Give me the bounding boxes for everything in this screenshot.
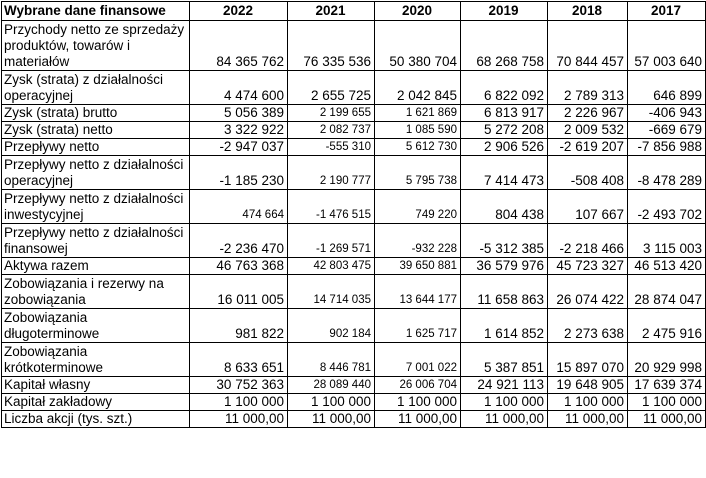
table-cell: -2 947 037 (190, 139, 288, 156)
table-row (2, 309, 706, 343)
row-label: Zobowiązania długoterminowe (2, 309, 190, 343)
table-cell: 2 042 845 (375, 71, 461, 105)
table-cell: -1 185 230 (190, 156, 288, 190)
table-cell: -2 236 470 (190, 224, 288, 258)
table-cell: 46 513 420 (628, 258, 706, 275)
table-cell: 981 822 (190, 309, 288, 343)
table-cell: 45 723 327 (548, 258, 628, 275)
table-cell: -5 312 385 (461, 224, 548, 258)
table-row (2, 343, 706, 377)
table-cell: 5 795 738 (375, 156, 461, 190)
table-cell: 2 190 777 (288, 156, 375, 190)
table-cell: 1 100 000 (288, 394, 375, 411)
table-row (2, 21, 706, 71)
row-label: Przychody netto ze sprzedaży produktów, towarów i materiałów (2, 21, 190, 71)
table-cell: 26 006 704 (375, 377, 461, 394)
table-cell: 2 906 526 (461, 139, 548, 156)
table-cell: 24 921 113 (461, 377, 548, 394)
row-label: Przepływy netto (2, 139, 190, 156)
table-cell: 902 184 (288, 309, 375, 343)
year-header-2019: 2019 (461, 2, 548, 21)
table-cell: 1 100 000 (375, 394, 461, 411)
table-cell: -669 679 (628, 122, 706, 139)
table-cell: 749 220 (375, 190, 461, 224)
table-cell: 1 100 000 (628, 394, 706, 411)
table-cell: 2 273 638 (548, 309, 628, 343)
table-row (2, 156, 706, 190)
table-cell: 11 000,00 (288, 411, 375, 428)
table-cell: 1 100 000 (548, 394, 628, 411)
table-cell: 17 639 374 (628, 377, 706, 394)
table-cell: 28 874 047 (628, 275, 706, 309)
table-cell: 1 085 590 (375, 122, 461, 139)
table-cell: 4 474 600 (190, 71, 288, 105)
table-cell: 3 115 003 (628, 224, 706, 258)
year-header-2020: 2020 (375, 2, 461, 21)
row-label: Zysk (strata) brutto (2, 105, 190, 122)
row-label: Kapitał zakładowy (2, 394, 190, 411)
table-cell: -2 218 466 (548, 224, 628, 258)
row-label: Zobowiązania krótkoterminowe (2, 343, 190, 377)
table-cell: 30 752 363 (190, 377, 288, 394)
table-cell: 804 438 (461, 190, 548, 224)
table-row (2, 122, 706, 139)
table-cell: 42 803 475 (288, 258, 375, 275)
table-row (2, 394, 706, 411)
financial-data-table (1, 1, 706, 428)
row-label: Zysk (strata) netto (2, 122, 190, 139)
table-cell: 26 074 422 (548, 275, 628, 309)
table-cell: 5 056 389 (190, 105, 288, 122)
table-cell: -2 493 702 (628, 190, 706, 224)
table-cell: 3 322 922 (190, 122, 288, 139)
table-cell: 107 667 (548, 190, 628, 224)
table-cell: 5 272 208 (461, 122, 548, 139)
table-cell: 15 897 070 (548, 343, 628, 377)
table-cell: -1 476 515 (288, 190, 375, 224)
row-label: Przepływy netto z działalności inwestycyjnej (2, 190, 190, 224)
table-cell: 20 929 998 (628, 343, 706, 377)
table-cell: -555 310 (288, 139, 375, 156)
table-row (2, 105, 706, 122)
row-label: Zysk (strata) z działalności operacyjnej (2, 71, 190, 105)
table-cell: 2 009 532 (548, 122, 628, 139)
year-header-2017: 2017 (628, 2, 706, 21)
year-header-2021: 2021 (288, 2, 375, 21)
table-row (2, 258, 706, 275)
row-label: Przepływy netto z działalności finansowej (2, 224, 190, 258)
table-cell: 1 625 717 (375, 309, 461, 343)
table-cell: 68 268 758 (461, 21, 548, 71)
table-cell: 6 813 917 (461, 105, 548, 122)
table-cell: 19 648 905 (548, 377, 628, 394)
header-row (2, 2, 706, 21)
row-label: Liczba akcji (tys. szt.) (2, 411, 190, 428)
table-cell: -8 478 289 (628, 156, 706, 190)
table-cell: 646 899 (628, 71, 706, 105)
year-header-2022: 2022 (190, 2, 288, 21)
table-cell: 7 414 473 (461, 156, 548, 190)
table-cell: 6 822 092 (461, 71, 548, 105)
table-cell: 2 475 916 (628, 309, 706, 343)
table-row (2, 275, 706, 309)
table-cell: 1 614 852 (461, 309, 548, 343)
table-cell: 46 763 368 (190, 258, 288, 275)
table-cell: 13 644 177 (375, 275, 461, 309)
table-cell: 7 001 022 (375, 343, 461, 377)
table-cell: 2 226 967 (548, 105, 628, 122)
table-cell: -1 269 571 (288, 224, 375, 258)
table-cell: -406 943 (628, 105, 706, 122)
table-row (2, 377, 706, 394)
table-cell: 14 714 035 (288, 275, 375, 309)
table-cell: 5 612 730 (375, 139, 461, 156)
table-cell: 76 335 536 (288, 21, 375, 71)
table-cell: 2 199 655 (288, 105, 375, 122)
table-cell: 11 000,00 (628, 411, 706, 428)
row-label: Zobowiązania i rezerwy na zobowiązania (2, 275, 190, 309)
table-cell: -7 856 988 (628, 139, 706, 156)
table-row (2, 224, 706, 258)
table-cell: 11 658 863 (461, 275, 548, 309)
row-label: Aktywa razem (2, 258, 190, 275)
table-cell: 11 000,00 (375, 411, 461, 428)
row-label: Kapitał własny (2, 377, 190, 394)
table-cell: 70 844 457 (548, 21, 628, 71)
table-cell: 50 380 704 (375, 21, 461, 71)
table-cell: 39 650 881 (375, 258, 461, 275)
table-row (2, 411, 706, 428)
table-cell: 8 633 651 (190, 343, 288, 377)
table-cell: 474 664 (190, 190, 288, 224)
table-cell: 57 003 640 (628, 21, 706, 71)
table-cell: 2 655 725 (288, 71, 375, 105)
table-row (2, 139, 706, 156)
table-cell: 2 789 313 (548, 71, 628, 105)
row-label: Przepływy netto z działalności operacyjnej (2, 156, 190, 190)
table-cell: -932 228 (375, 224, 461, 258)
table-cell: 36 579 976 (461, 258, 548, 275)
table-cell: 1 621 869 (375, 105, 461, 122)
table-cell: -2 619 207 (548, 139, 628, 156)
table-row (2, 71, 706, 105)
table-cell: 16 011 005 (190, 275, 288, 309)
table-cell: 84 365 762 (190, 21, 288, 71)
table-cell: 1 100 000 (190, 394, 288, 411)
table-cell: -508 408 (548, 156, 628, 190)
year-header-2018: 2018 (548, 2, 628, 21)
table-cell: 11 000,00 (461, 411, 548, 428)
table-cell: 8 446 781 (288, 343, 375, 377)
table-cell: 5 387 851 (461, 343, 548, 377)
table-row (2, 190, 706, 224)
table-cell: 11 000,00 (190, 411, 288, 428)
table-cell: 11 000,00 (548, 411, 628, 428)
table-cell: 2 082 737 (288, 122, 375, 139)
table-title: Wybrane dane finansowe (2, 2, 190, 21)
table-cell: 1 100 000 (461, 394, 548, 411)
table-cell: 28 089 440 (288, 377, 375, 394)
